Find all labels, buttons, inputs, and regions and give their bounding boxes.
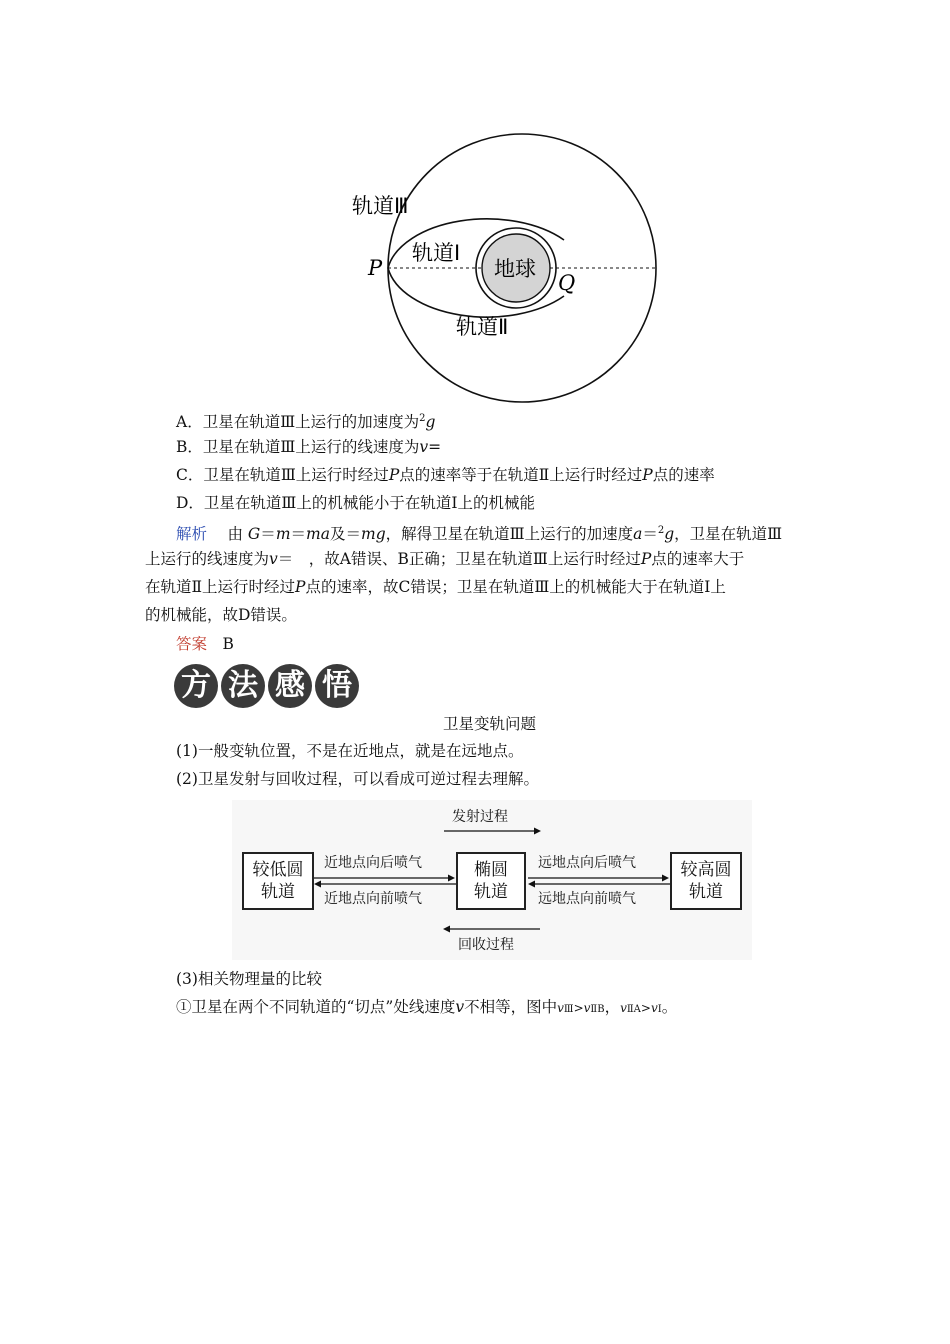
- analysis-var: a: [633, 525, 643, 544]
- option-a-sup: 2: [419, 413, 426, 424]
- box-mid-line2: 轨道: [474, 882, 508, 902]
- box-low-line1: 较低圆: [252, 860, 304, 880]
- analysis-text: ，卫星在轨道Ⅲ: [674, 525, 783, 544]
- option-d-text: D．卫星在轨道Ⅲ上的机械能小于在轨道Ⅰ上的机械能: [176, 494, 535, 512]
- method-point-2: (2)卫星发射与回收过程，可以看成可逆过程去理解。: [176, 770, 539, 788]
- arrow2-top-label: 远地点向后喷气: [538, 855, 636, 871]
- analysis-text: ＝: [260, 525, 276, 544]
- option-c-mid: 点的速率等于在轨道Ⅱ上运行时经过: [399, 466, 643, 484]
- option-c-p1: P: [388, 466, 400, 484]
- analysis-var: ma: [306, 525, 330, 544]
- analysis-text: 的机械能，故D错误。: [145, 606, 297, 624]
- box-low-orbit: [242, 852, 314, 910]
- flow-diagram: [232, 800, 752, 960]
- answer-line: [176, 633, 234, 655]
- method-sub: ⅡA: [626, 1004, 641, 1015]
- orbit-2-label: 轨道Ⅱ: [456, 315, 509, 339]
- analysis-var: P: [295, 578, 306, 596]
- analysis-text: 上运行的线速度为: [145, 550, 270, 568]
- box-high-line2: 轨道: [689, 882, 723, 902]
- method-sub: Ⅲ: [563, 1004, 574, 1015]
- analysis-text: 在轨道Ⅱ上运行时经过: [145, 578, 296, 596]
- method-text: >: [573, 1001, 584, 1015]
- method-badge-char: 悟: [315, 664, 359, 708]
- method-var: v: [650, 1001, 658, 1015]
- method-title: 卫星变轨问题: [443, 715, 537, 733]
- orbit-1-label: 轨道Ⅰ: [412, 241, 461, 265]
- method-var: v: [455, 998, 465, 1016]
- method-point-3: (3)相关物理量的比较: [176, 970, 322, 988]
- analysis-var: g: [664, 525, 675, 544]
- method-var: v: [557, 1001, 564, 1015]
- recover-label: 回收过程: [458, 937, 514, 953]
- option-d: [176, 492, 535, 514]
- method-text: >: [640, 1001, 651, 1015]
- option-a: [176, 408, 435, 433]
- arrow1-top-label: 近地点向后喷气: [324, 855, 422, 871]
- option-c-post: 点的速率: [652, 466, 715, 484]
- analysis-text: ＝: [642, 525, 658, 544]
- recover-arrow: [442, 924, 542, 934]
- analysis-text: 点的速率，故C错误；卫星在轨道Ⅲ上的机械能大于在轨道Ⅰ上: [305, 578, 726, 596]
- box-low-line2: 轨道: [261, 882, 295, 902]
- method-badge-char: 方: [174, 664, 218, 708]
- analysis-text: ＝ ，故A错误、B正确；卫星在轨道Ⅲ上运行时经过: [277, 550, 641, 568]
- box-high-line1: 较高圆: [680, 860, 732, 880]
- analysis-text: 由: [227, 525, 243, 544]
- analysis-var: P: [640, 550, 652, 568]
- analysis-sup: 2: [657, 525, 665, 536]
- analysis-text: ＝: [290, 525, 307, 544]
- box-mid-line1: 椭圆: [474, 860, 508, 880]
- earth-label: 地球: [494, 257, 536, 281]
- analysis-line-4: [145, 604, 297, 626]
- option-c: [176, 464, 715, 486]
- method-badge-group: [174, 664, 359, 708]
- point-p-label: P: [368, 256, 383, 280]
- option-b-var: v: [419, 438, 429, 456]
- analysis-var: mg: [361, 525, 386, 544]
- method-point-4: [176, 996, 677, 1021]
- analysis-line-2: [145, 548, 744, 570]
- answer-value: B: [222, 635, 234, 653]
- analysis-var: G: [247, 525, 261, 544]
- method-text: ，: [604, 998, 621, 1016]
- orbit-3-label: 轨道Ⅲ: [352, 194, 409, 218]
- analysis-line-3: [145, 576, 726, 598]
- analysis-label: 解析: [176, 525, 208, 544]
- option-b: [176, 436, 441, 458]
- method-var: v: [620, 1001, 627, 1015]
- option-c-text: C．卫星在轨道Ⅲ上运行时经过: [176, 466, 389, 484]
- method-text: 不相等，图中: [464, 998, 558, 1016]
- method-text: ①卫星在两个不同轨道的“切点”处线速度: [176, 998, 456, 1016]
- launch-label: 发射过程: [452, 809, 508, 825]
- analysis-var: v: [269, 550, 278, 568]
- option-c-p2: P: [642, 466, 653, 484]
- method-badge-char: 感: [268, 664, 312, 708]
- option-a-text: A．卫星在轨道Ⅲ上运行的加速度为: [176, 413, 420, 432]
- box-ellipse-orbit: [456, 852, 526, 910]
- arrow2-bottom-label: 远地点向前喷气: [538, 891, 636, 907]
- analysis-line-1: [176, 520, 782, 545]
- method-point-1: (1)一般变轨位置，不是在近地点，就是在远地点。: [176, 742, 524, 760]
- analysis-text: 点的速率大于: [651, 550, 745, 568]
- option-b-eq: =: [428, 438, 442, 456]
- orbit-diagram: [340, 120, 670, 410]
- box-high-orbit: [670, 852, 742, 910]
- method-sub: ⅡB: [590, 1004, 605, 1015]
- option-b-text: B．卫星在轨道Ⅲ上运行的线速度为: [176, 438, 420, 456]
- arrow1-bottom-label: 近地点向前喷气: [324, 891, 422, 907]
- method-text: 。: [661, 998, 678, 1016]
- option-a-var: g: [425, 413, 436, 432]
- method-badge-char: 法: [221, 664, 265, 708]
- launch-arrow: [442, 826, 542, 836]
- analysis-text: ，解得卫星在轨道Ⅲ上运行的加速度: [385, 525, 634, 544]
- method-var: v: [583, 1001, 591, 1015]
- analysis-text: 及＝: [329, 525, 361, 544]
- answer-label: 答案: [176, 635, 208, 653]
- point-q-label: Q: [558, 271, 576, 295]
- method-sub: Ⅰ: [657, 1004, 662, 1015]
- analysis-var: m: [275, 525, 291, 544]
